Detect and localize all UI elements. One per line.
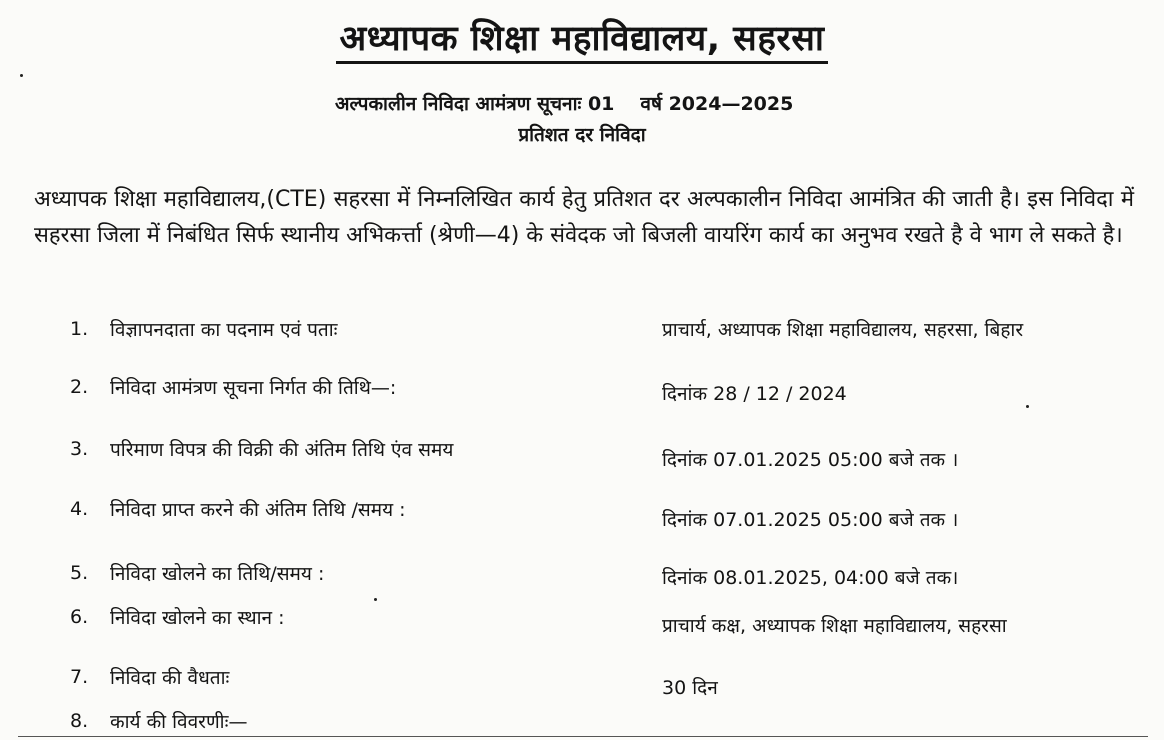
tender-type: प्रतिशत दर निविदा — [518, 124, 646, 146]
item-number: 6. — [70, 606, 89, 628]
item-label: निविदा की वैधताः — [110, 667, 230, 689]
college-title — [0, 14, 1164, 61]
item-number: 5. — [70, 562, 89, 584]
item-number: 8. — [70, 710, 89, 732]
item-label: निविदा खोलने का स्थान : — [110, 607, 285, 629]
item-label: विज्ञापनदाता का पदनाम एवं पताः — [110, 319, 338, 341]
intro-paragraph: अध्यापक शिक्षा महाविद्यालय,(CTE) सहरसा में निम्नलिखित कार्य हेतु प्रतिशत दर अल्पकालीन निविदा आमंत्रित की जाती है। इस निविदा में सहरसा जिला में निबंधित सिर्फ स्थानीय अभिकर्त्ता (श्रेणी—4) के संवेदक जो बिजली वायरिंग कार्य का अनुभव रखते है वे भाग ले सकते है। — [34, 187, 1134, 248]
item-label: कार्य की विवरणीः— — [110, 711, 248, 733]
notice-title: अल्पकालीन निविदा आमंत्रण सूचनाः 01 — [335, 93, 615, 115]
item-value: 30 दिन — [662, 677, 718, 699]
item-value: दिनांक 08.01.2025, 04:00 बजे तक। — [662, 567, 959, 589]
item-value: प्राचार्य कक्ष, अध्यापक शिक्षा महाविद्यालय, सहरसा — [662, 615, 1007, 637]
item-value: दिनांक 07.01.2025 05:00 बजे तक । — [662, 449, 959, 471]
item-number: 2. — [70, 376, 89, 398]
notice-heading — [335, 90, 793, 116]
item-label: निविदा खोलने का तिथि/समय : — [110, 563, 325, 585]
item-number: 1. — [70, 318, 89, 340]
scan-speck — [374, 598, 377, 601]
college-title-text: अध्यापक शिक्षा महाविद्यालय, सहरसा — [336, 19, 829, 64]
item-value: दिनांक 07.01.2025 05:00 बजे तक । — [662, 509, 959, 531]
scan-speck — [20, 74, 23, 77]
item-label: निविदा प्राप्त करने की अंतिम तिथि /समय : — [110, 499, 406, 521]
item-label: निविदा आमंत्रण सूचना निर्गत की तिथि—: — [110, 377, 397, 399]
item-number: 7. — [70, 666, 89, 688]
scan-speck — [1026, 405, 1029, 408]
item-number: 4. — [70, 498, 89, 520]
table-border-line — [18, 736, 1148, 737]
item-value: प्राचार्य, अध्यापक शिक्षा महाविद्यालय, सहरसा, बिहार — [662, 319, 1024, 341]
notice-year: वर्ष 2024—2025 — [640, 93, 794, 115]
item-number: 3. — [70, 438, 89, 460]
item-value: दिनांक 28 / 12 / 2024 — [662, 383, 847, 405]
item-label: परिमाण विपत्र की विक्री की अंतिम तिथि एंव समय — [110, 439, 454, 461]
